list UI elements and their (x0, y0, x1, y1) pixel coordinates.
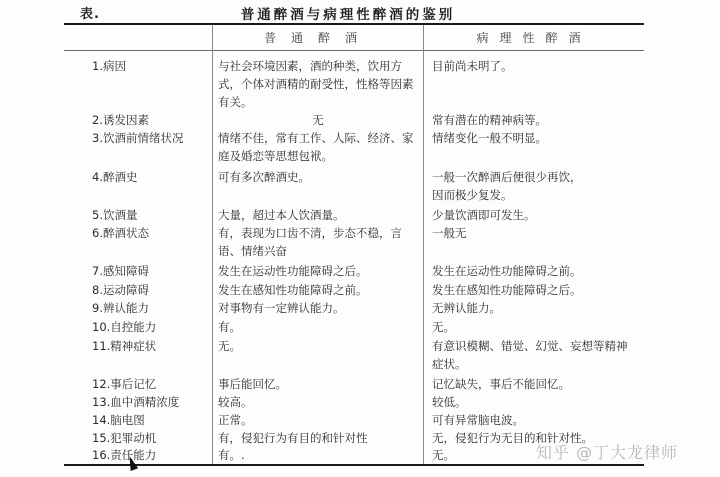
row-4-item: 4.醉酒史 (92, 170, 138, 184)
row-5-pathological: 少量饮酒即可发生。 (432, 208, 536, 222)
row-8-ordinary: 发生在感知性功能障碍之前。 (218, 283, 368, 297)
row-12-pathological: 记忆缺失，事后不能回忆。 (432, 377, 570, 391)
row-4-pathological: 一般一次醉酒后便很少再饮，因而极少复发。 (432, 170, 582, 202)
row-5-ordinary: 大量，超过本人饮酒量。 (218, 208, 345, 222)
row-11-ordinary: 无。 (218, 339, 241, 353)
row-15-pathological: 无，侵犯行为无目的和针对性。 (432, 431, 593, 445)
row-7-pathological: 发生在运动性功能障碍之前。 (432, 264, 582, 278)
row-2-ordinary: 无 (312, 113, 324, 127)
bottom-rule (64, 464, 644, 466)
row-8-pathological: 发生在感知性功能障碍之后。 (432, 283, 582, 297)
row-6-item: 6.醉酒状态 (92, 226, 149, 240)
table-caption-label: 表. (80, 7, 100, 22)
row-14-item: 14.脑电图 (92, 413, 145, 427)
row-9-item: 9.辨认能力 (92, 301, 149, 315)
top-rule (64, 23, 644, 25)
row-2-item: 2.诱发因素 (92, 113, 149, 127)
row-9-pathological: 无辨认能力。 (432, 301, 501, 315)
row-5-item: 5.饮酒量 (92, 208, 138, 222)
watermark: 知乎 @丁大龙律师 (536, 443, 679, 462)
row-16-ordinary: 有。. (218, 448, 245, 462)
row-9-ordinary: 对事物有一定辨认能力。 (218, 301, 345, 315)
row-1-item: 1.病因 (92, 59, 126, 73)
row-13-item: 13.血中酒精浓度 (92, 395, 180, 409)
row-15-ordinary: 有，侵犯行为有目的和针对性 (218, 431, 368, 445)
header-ordinary-drunkenness: 普通醉酒 (263, 31, 372, 45)
table-title: 普通醉酒与病理性醉酒的鉴别 (240, 7, 456, 23)
row-10-pathological: 无。 (432, 320, 455, 334)
row-12-item: 12.事后记忆 (92, 377, 157, 391)
row-10-ordinary: 有。 (218, 320, 241, 334)
row-1-pathological: 目前尚未明了。 (432, 59, 513, 73)
row-7-ordinary: 发生在运动性功能障碍之后。 (218, 264, 368, 278)
row-3-ordinary: 情绪不佳，常有工作、人际、经济、家庭及婚恋等思想包袱。 (218, 131, 414, 163)
row-1-ordinary: 与社会环境因素，酒的种类，饮用方式，个体对酒精的耐受性，性格等因素有关。 (218, 59, 414, 109)
row-13-pathological: 较低。 (432, 395, 467, 409)
column-divider-2 (423, 25, 424, 464)
row-12-ordinary: 事后能回忆。 (218, 377, 287, 391)
row-2-pathological: 常有潜在的精神病等。 (432, 113, 547, 127)
row-11-item: 11.精神症状 (92, 339, 157, 353)
column-divider-1 (212, 25, 213, 464)
header-pathological-drunkenness: 病理性醉酒 (476, 31, 592, 45)
row-4-ordinary: 可有多次醉酒史。 (218, 170, 310, 184)
row-14-ordinary: 正常。 (218, 413, 253, 427)
row-10-item: 10.自控能力 (92, 320, 157, 334)
row-3-item: 3.饮酒前情绪状况 (92, 131, 184, 145)
row-6-pathological: 一般无 (432, 226, 467, 240)
row-8-item: 8.运动障碍 (92, 283, 149, 297)
row-16-pathological: 无。 (432, 448, 455, 462)
row-6-ordinary: 有，表现为口齿不清，步态不稳，言语、情绪兴奋 (218, 226, 402, 258)
row-7-item: 7.感知障碍 (92, 264, 149, 278)
row-14-pathological: 可有异常脑电波。 (432, 413, 524, 427)
row-3-pathological: 情绪变化一般不明显。 (432, 131, 547, 145)
row-15-item: 15.犯罪动机 (92, 431, 157, 445)
row-11-pathological: 有意识模糊、错觉、幻觉、妄想等精神症状。 (432, 339, 628, 371)
header-rule (64, 50, 644, 51)
row-16-item: 16.责任能力 (92, 448, 157, 462)
row-13-ordinary: 较高。 (218, 395, 253, 409)
